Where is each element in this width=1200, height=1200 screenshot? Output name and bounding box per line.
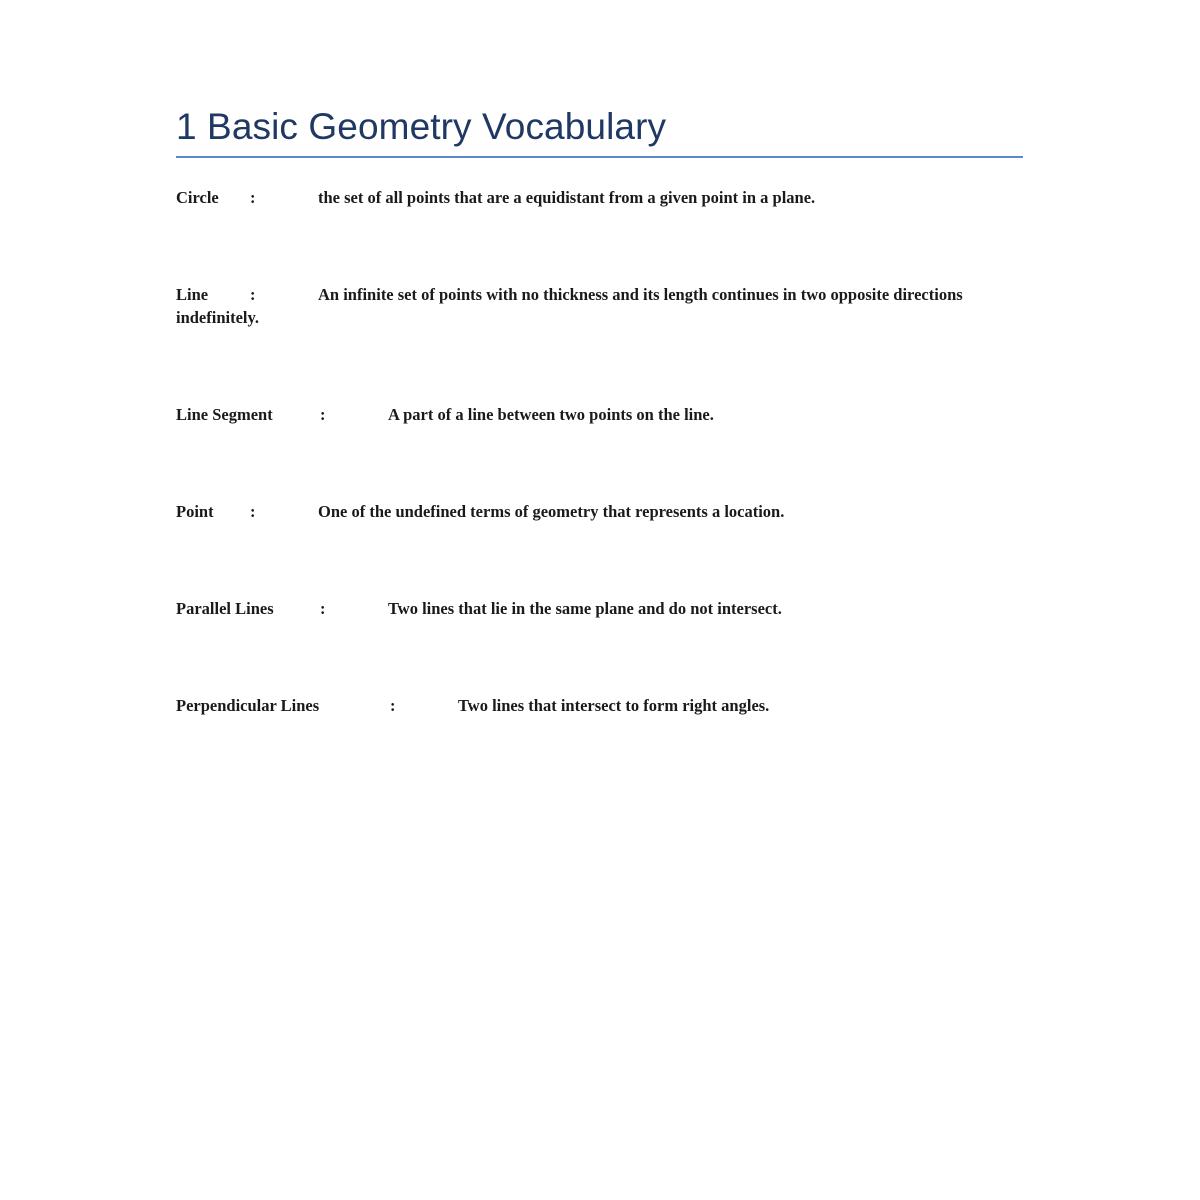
vocabulary-definition: the set of all points that are a equidistant from a given point in a plane. <box>318 188 816 207</box>
vocabulary-entry-line-segment <box>176 403 1006 426</box>
vocabulary-definition: An infinite set of points with no thickness and its length continues in two opposite directions indefinitely. <box>176 285 963 327</box>
vocabulary-term: Perpendicular Lines <box>176 696 320 715</box>
vocabulary-term: Point <box>176 502 214 521</box>
vocabulary-definition: A part of a line between two points on the line. <box>388 405 714 424</box>
vocabulary-entry-circle <box>176 186 1006 209</box>
vocabulary-term: Line <box>176 285 209 304</box>
vocabulary-term: Parallel Lines <box>176 599 274 618</box>
vocabulary-definition: Two lines that lie in the same plane and do not intersect. <box>388 599 782 618</box>
vocabulary-entry-parallel-lines <box>176 597 1006 620</box>
page-title <box>176 104 1024 150</box>
vocabulary-entry-point <box>176 500 1006 523</box>
vocabulary-colon: : <box>250 502 256 521</box>
vocabulary-colon: : <box>250 188 256 207</box>
vocabulary-entry-perpendicular-lines <box>176 694 1006 717</box>
vocabulary-list <box>176 186 1006 717</box>
page-title-text: 1 Basic Geometry Vocabulary <box>176 106 667 147</box>
vocabulary-colon: : <box>320 405 326 424</box>
vocabulary-term: Circle <box>176 188 219 207</box>
vocabulary-colon: : <box>320 599 326 618</box>
vocabulary-colon: : <box>250 285 256 304</box>
vocabulary-colon: : <box>390 696 396 715</box>
vocabulary-definition: Two lines that intersect to form right angles. <box>458 696 770 715</box>
vocabulary-term: Line Segment <box>176 405 273 424</box>
vocabulary-definition: One of the undefined terms of geometry that represents a location. <box>318 502 785 521</box>
heading-divider-rule <box>176 156 1023 158</box>
vocabulary-entry-line <box>176 283 1006 329</box>
